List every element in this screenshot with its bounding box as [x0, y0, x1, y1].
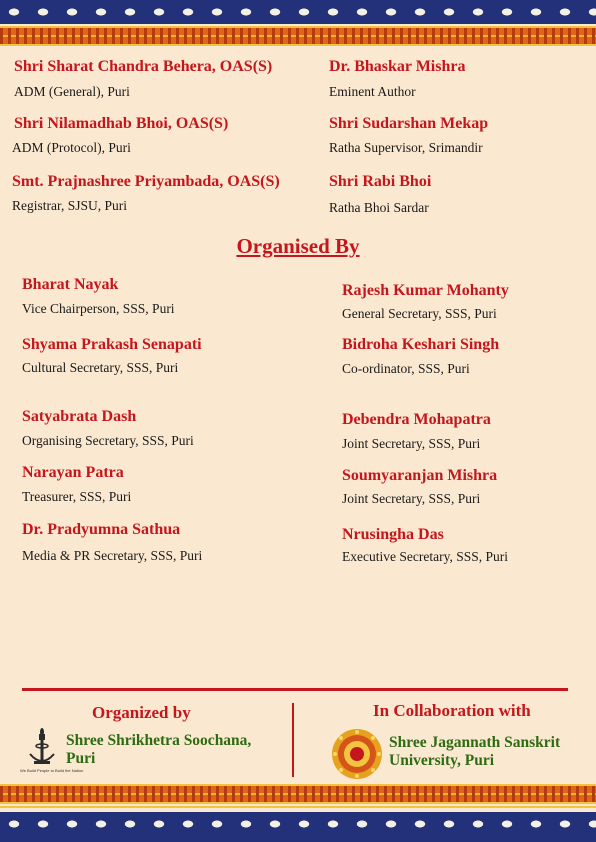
guest-role: ADM (Protocol), Puri [12, 140, 131, 155]
guest-name: Shri Nilamadhab Bhoi, OAS(S) [14, 115, 229, 132]
organiser-role: Vice Chairperson, SSS, Puri [22, 301, 175, 316]
guest-role: ADM (General), Puri [14, 84, 130, 99]
organiser-name: Bharat Nayak [22, 276, 119, 293]
organiser-role: Cultural Secretary, SSS, Puri [22, 360, 179, 375]
organiser-name: Satyabrata Dash [22, 408, 137, 425]
guest-role: Ratha Supervisor, Srimandir [329, 140, 483, 155]
organiser-role: General Secretary, SSS, Puri [342, 306, 497, 321]
collaborator-name [389, 734, 560, 770]
organiser-name: Soumyaranjan Mishra [342, 467, 498, 484]
bottom-orange-border [0, 784, 596, 804]
guest-name: Smt. Prajnashree Priyambada, OAS(S) [12, 173, 280, 190]
bottom-gold-stripe [0, 806, 596, 808]
organiser-role: Joint Secretary, SSS, Puri [342, 491, 481, 506]
organiser-name: Dr. Pradyumna Sathua [22, 521, 181, 538]
guest-role: Registrar, SJSU, Puri [12, 198, 127, 213]
organiser-role: Co-ordinator, SSS, Puri [342, 361, 470, 376]
organiser-name: Narayan Patra [22, 464, 124, 481]
guest-name: Dr. Bhaskar Mishra [329, 58, 466, 75]
collaborator-name-line1: Shree Jagannath Sanskrit [389, 734, 561, 751]
organiser-name: Bidroha Keshari Singh [342, 336, 500, 353]
guest-role: Eminent Author [329, 84, 416, 99]
university-seal-icon [331, 728, 383, 780]
organiser-name: Rajesh Kumar Mohanty [342, 282, 509, 299]
guest-name: Shri Sharat Chandra Behera, OAS(S) [14, 58, 273, 75]
organiser-role: Media & PR Secretary, SSS, Puri [22, 548, 203, 563]
top-orange-border [0, 26, 596, 46]
organiser-role: Treasurer, SSS, Puri [22, 489, 132, 504]
collaboration-label: In Collaboration with [373, 701, 531, 720]
collaborator-name-line2: University, Puri [389, 752, 495, 769]
organized-by-label: Organized by [92, 703, 191, 722]
guest-role: Ratha Bhoi Sardar [329, 200, 429, 215]
bottom-blue-border [0, 812, 596, 842]
organiser-role: Organising Secretary, SSS, Puri [22, 433, 194, 448]
footer-divider [22, 688, 568, 691]
guest-name: Shri Rabi Bhoi [329, 173, 432, 190]
organiser-name: Nrusingha Das [342, 526, 444, 543]
guest-name: Shri Sudarshan Mekap [329, 115, 489, 132]
footer-vertical-divider [292, 703, 294, 777]
organizer-name [66, 732, 251, 768]
organiser-name: Shyama Prakash Senapati [22, 336, 202, 353]
organiser-role: Joint Secretary, SSS, Puri [342, 436, 481, 451]
organizer-name-line1: Shree Shrikhetra Soochana, [66, 732, 252, 749]
logo-tagline: We Build People to Build the Nation [20, 768, 84, 773]
organiser-role: Executive Secretary, SSS, Puri [342, 549, 508, 564]
top-blue-border [0, 0, 596, 24]
organizer-name-line2: Puri [66, 750, 96, 767]
organised-by-heading: Organised By [236, 234, 360, 258]
organiser-name: Debendra Mohapatra [342, 411, 491, 428]
